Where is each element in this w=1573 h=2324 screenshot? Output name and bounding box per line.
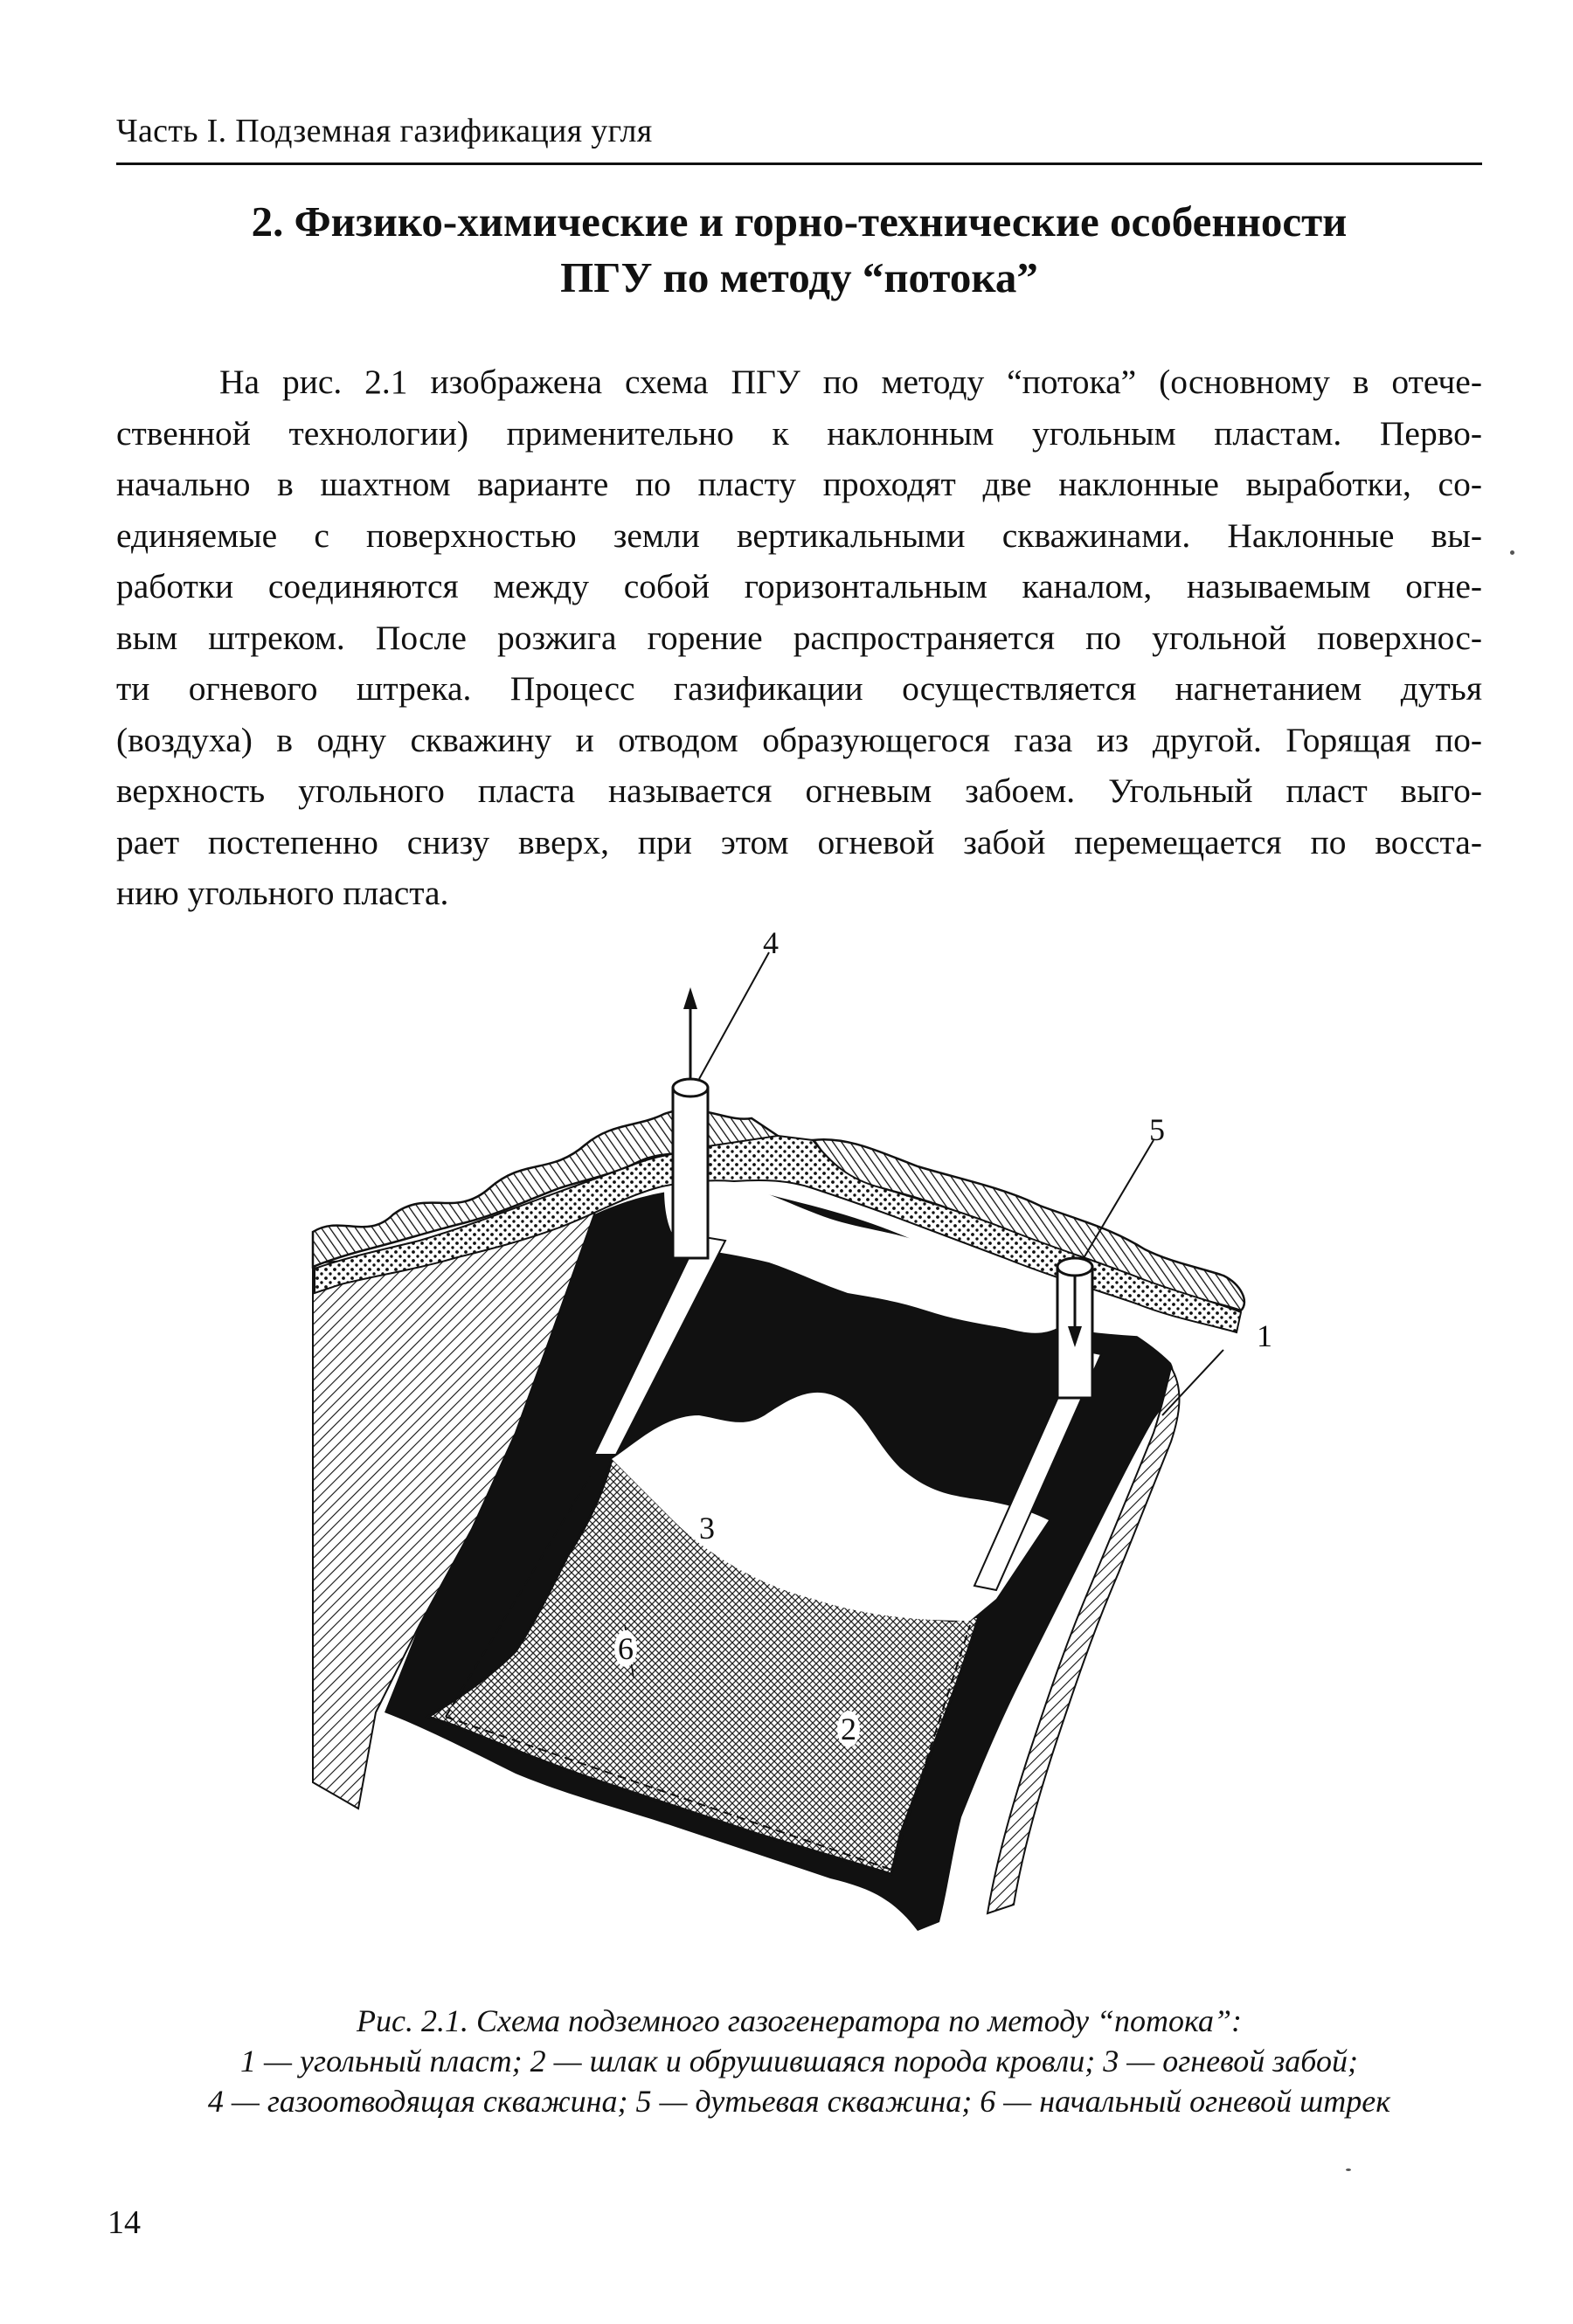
gasifier-diagram-svg — [288, 926, 1337, 1983]
paragraph-line: На рис. 2.1 изображена схема ПГУ по методу “потока” (основному в отече- — [219, 363, 1482, 401]
figure-label-2: 2 — [837, 1711, 860, 1747]
page-number: 14 — [107, 2204, 141, 2241]
paragraph-line: (воздуха) в одну скважину и отводом образующегося газа из другой. Горящая по- — [116, 720, 1482, 759]
scan-speck — [1510, 550, 1514, 555]
section-title-line-2: ПГУ по методу “потока” — [560, 253, 1038, 301]
figure-label-4: 4 — [763, 925, 779, 960]
paragraph-line: ственной технологии) применительно к наклонным угольным пластам. Перво- — [116, 413, 1482, 453]
running-head: Часть I. Подземная газификация угля — [116, 113, 653, 149]
paragraph-line: вым штреком. После розжига горение распространяется по угольной поверхнос- — [116, 618, 1482, 657]
figure-caption — [116, 2001, 1482, 2121]
paragraph-line: единяемые с поверхностью земли вертикальными скважинами. Наклонные вы- — [116, 515, 1482, 555]
paragraph-line: рает постепенно снизу вверх, при этом огневой забой перемещается по восста- — [116, 822, 1482, 861]
scan-speck — [1346, 2168, 1351, 2171]
section-title — [116, 194, 1482, 306]
section-title-line-1: 2. Физико-химические и горно-технические особенности — [251, 197, 1348, 246]
paragraph-line: верхность угольного пласта называется огневым забоем. Угольный пласт выго- — [116, 771, 1482, 810]
figure-label-5: 5 — [1149, 1112, 1165, 1147]
paragraph-line: начально в шахтном варианте по пласту проходят две наклонные выработки, со- — [116, 465, 1482, 503]
figure-label-6: 6 — [614, 1630, 637, 1667]
paragraph-line: нию угольного пласта. — [116, 874, 449, 912]
figure-label-3: 3 — [699, 1511, 715, 1546]
figure-label-1: 1 — [1257, 1318, 1272, 1353]
paragraph-line: ти огневого штрека. Процесс газификации осуществляется нагнетанием дутья — [116, 669, 1482, 708]
caption-legend-line-2: 4 — газоотводящая скважина; 5 — дутьевая скважина; 6 — начальный огневой штрек — [207, 2084, 1391, 2119]
gasifier-diagram — [288, 926, 1337, 1983]
paragraph-line: работки соединяются между собой горизонтальным каналом, называемым огне- — [116, 567, 1482, 605]
caption-title: Рис. 2.1. Схема подземного газогенератора по методу “потока”: — [357, 2003, 1242, 2038]
caption-legend-line-1: 1 — угольный пласт; 2 — шлак и обрушившаяся порода кровли; 3 — огневой забой; — [240, 2044, 1358, 2078]
header-rule — [116, 163, 1482, 165]
body-paragraph — [116, 356, 1482, 919]
